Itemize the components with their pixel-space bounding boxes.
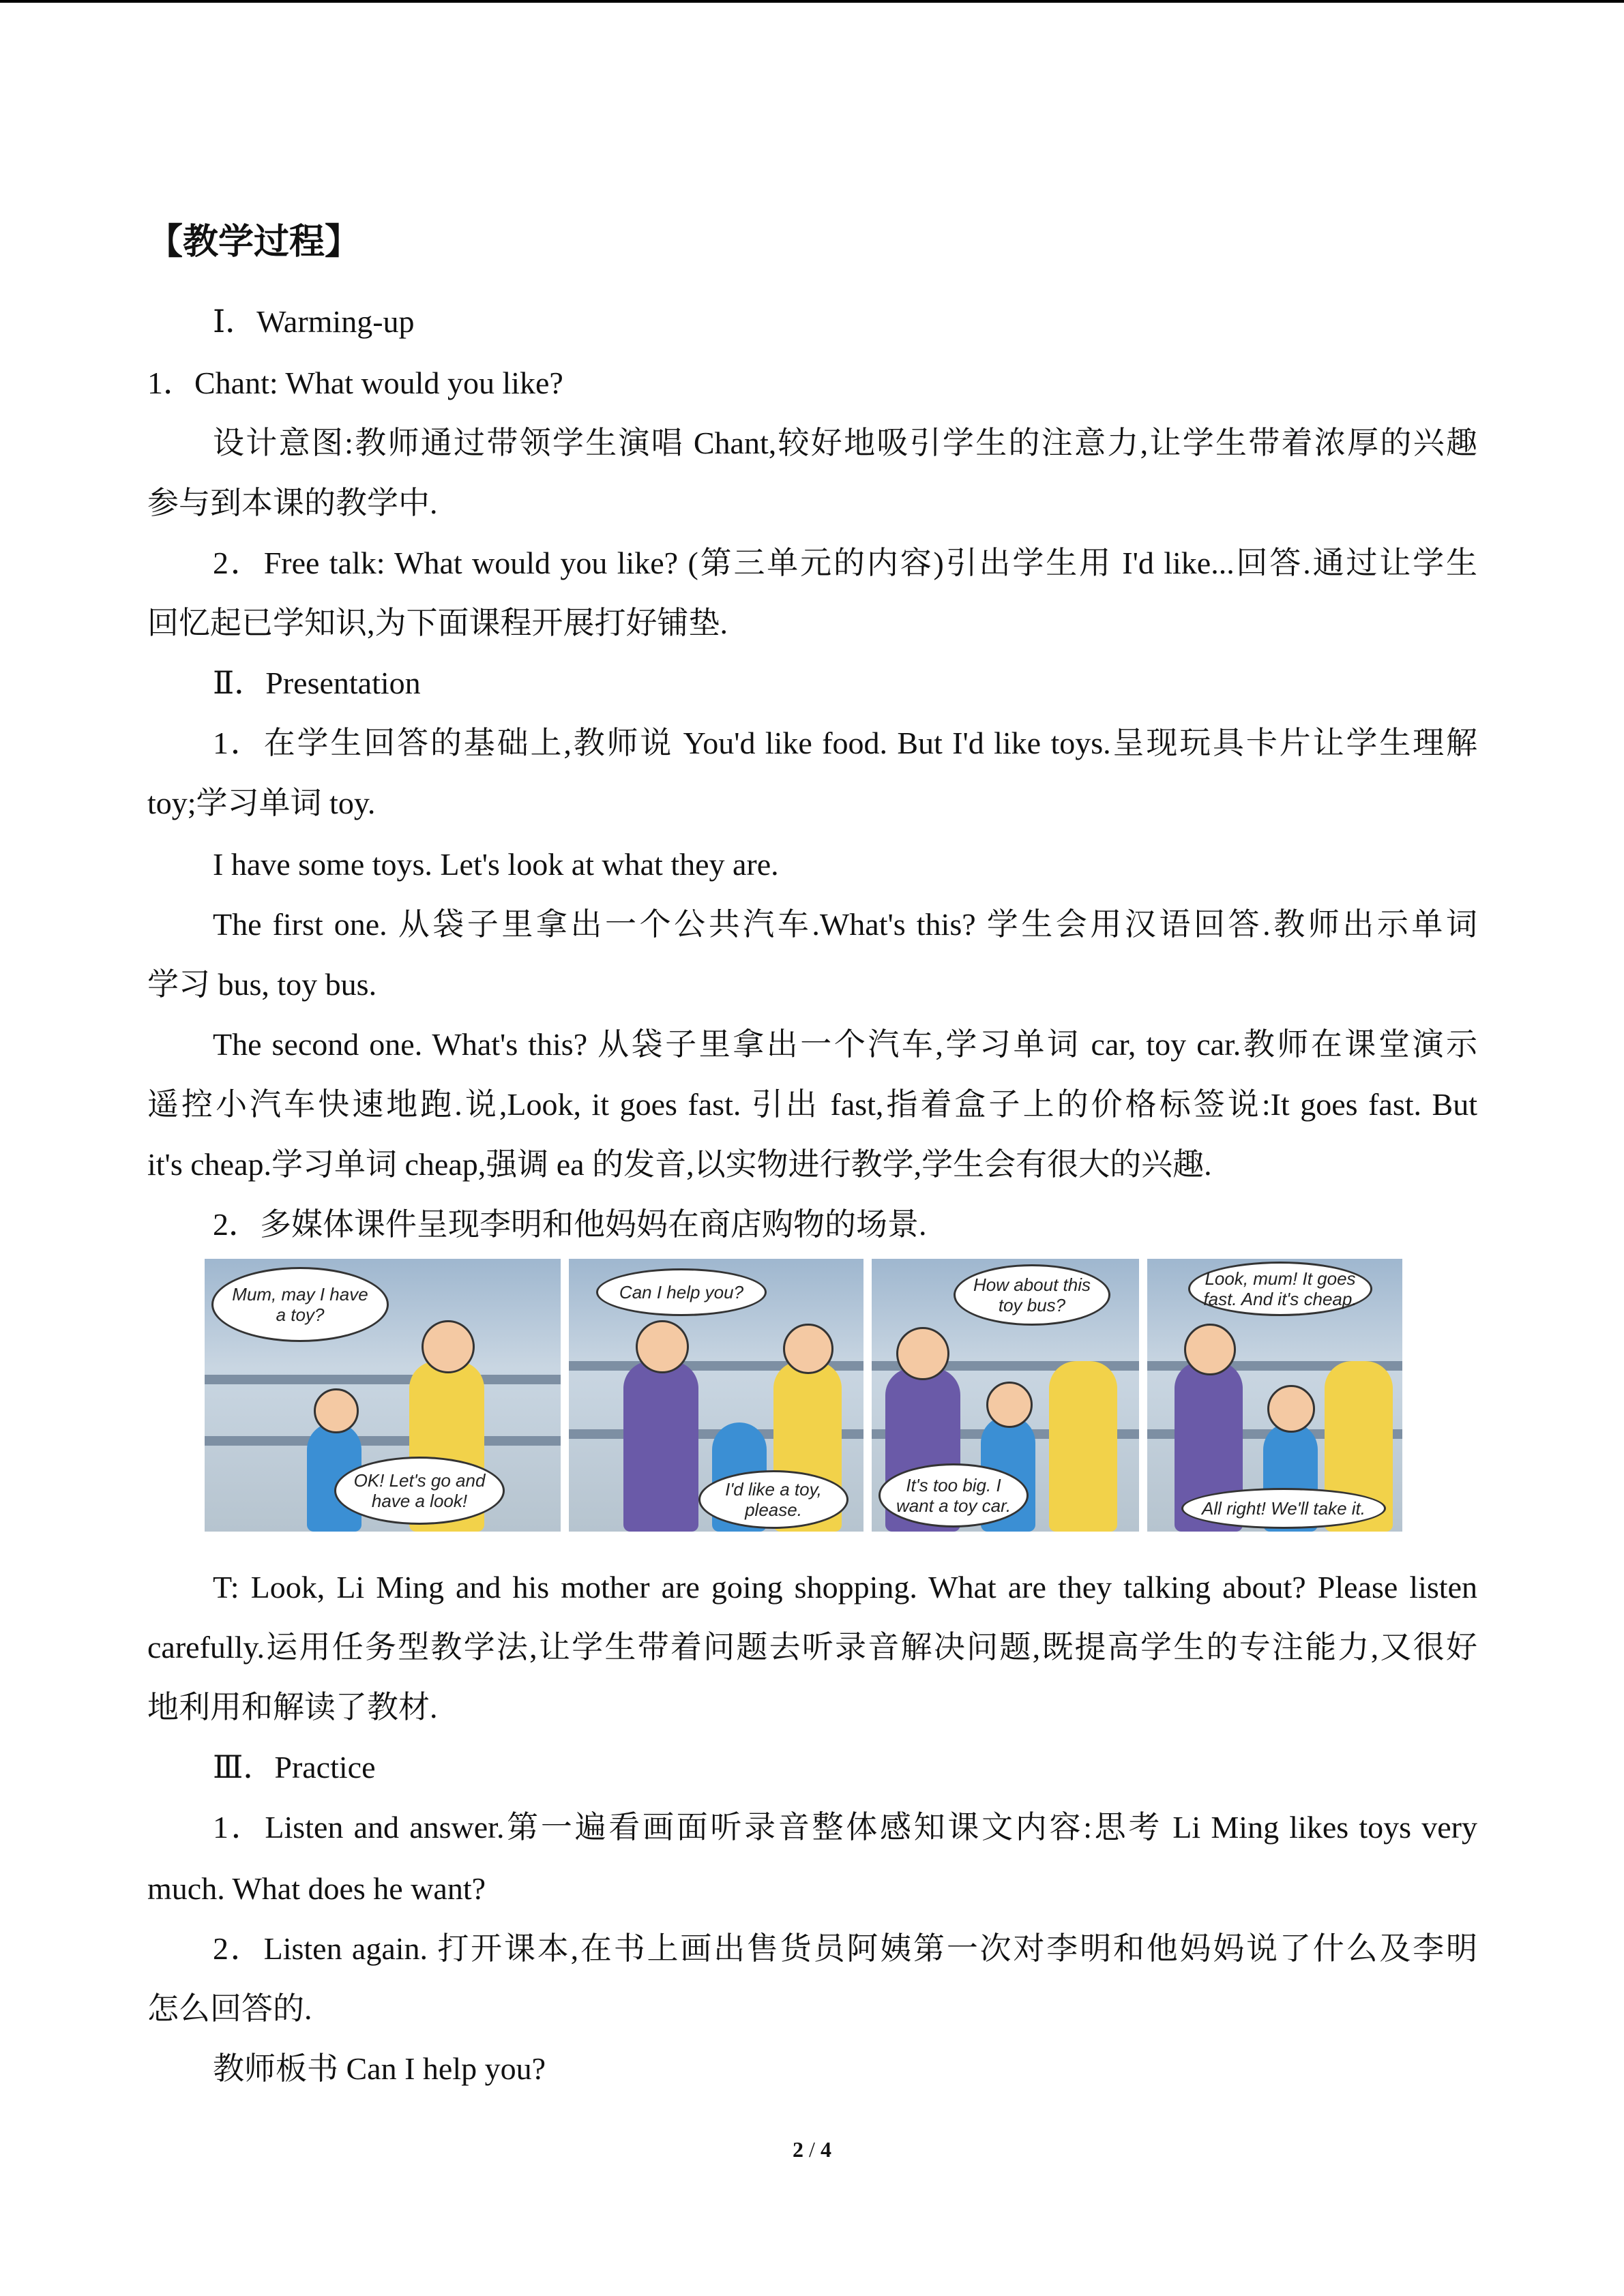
current-page: 2 bbox=[793, 2137, 804, 2162]
presentation-second-line-3: it's cheap.学习单词 cheap,强调 ea 的发音,以实物进行教学,学生会有很大的兴趣. bbox=[147, 1147, 1212, 1182]
speech-bubble: Look, mum! It goes fast. And it's cheap. bbox=[1188, 1262, 1372, 1316]
clerk-head bbox=[896, 1327, 949, 1380]
practice-item-1-line-1: 1．Listen and answer.第一遍看画面听录音整体感知课文内容:思考 Li Ming likes toys very bbox=[213, 1810, 1477, 1845]
presentation-second-line-1: The second one. What's this? 从袋子里拿出一个汽车,学习单词 car, toy car.教师在课堂演示 bbox=[213, 1027, 1477, 1062]
page-separator: / bbox=[803, 2137, 821, 2162]
practice-item-2-line-2: 怎么回答的. bbox=[147, 1991, 312, 2026]
clerk-head bbox=[1184, 1324, 1236, 1375]
mother-figure bbox=[1049, 1361, 1117, 1532]
clerk-figure bbox=[623, 1361, 698, 1532]
practice-item-1-line-2: much. What does he want? bbox=[147, 1871, 486, 1906]
task-line-2: carefully.运用任务型教学法,让学生带着问题去听录音解决问题,既提高学生的专注能力,又很好 bbox=[147, 1630, 1477, 1665]
presentation-item-2: 2．多媒体课件呈现李明和他妈妈在商店购物的场景. bbox=[213, 1207, 927, 1242]
speech-bubble: It's too big. I want a toy car. bbox=[879, 1463, 1029, 1527]
task-line-3: 地利用和解读了教材. bbox=[147, 1690, 438, 1725]
boy-head bbox=[986, 1382, 1033, 1428]
section-practice: Ⅲ．Practice bbox=[213, 1750, 376, 1785]
clerk-head bbox=[636, 1320, 689, 1373]
presentation-first-line-1: The first one. 从袋子里拿出一个公共汽车.What's this? 学生会用汉语回答.教师出示单词 bbox=[213, 907, 1477, 942]
comic-panel-2 bbox=[569, 1259, 863, 1532]
page-number bbox=[0, 2137, 1624, 2162]
warmup-item-2-line-2: 回忆起已学知识,为下面课程开展打好铺垫. bbox=[147, 606, 728, 640]
warmup-item-2-line-1: 2．Free talk: What would you like? (第三单元的内容)引出学生用 I'd like...回答.通过让学生 bbox=[213, 546, 1477, 580]
speech-bubble: All right! We'll take it. bbox=[1181, 1488, 1386, 1529]
presentation-second-line-2: 遥控小汽车快速地跑.说,Look, it goes fast. 引出 fast,指着盒子上的价格标签说:It goes fast. But bbox=[147, 1087, 1477, 1122]
section-heading: 【教学过程】 bbox=[147, 222, 361, 263]
mother-head bbox=[783, 1324, 833, 1374]
task-line-1: T: Look, Li Ming and his mother are going shopping. What are they talking about? Please listen bbox=[213, 1570, 1477, 1605]
presentation-first-line-2: 学习 bus, toy bus. bbox=[147, 967, 377, 1002]
presentation-item-1-line-1: 1．在学生回答的基础上,教师说 You'd like food. But I'd like toys.呈现玩具卡片让学生理解 bbox=[213, 726, 1477, 760]
speech-bubble: Can I help you? bbox=[596, 1268, 767, 1316]
boy-head bbox=[314, 1388, 359, 1433]
speech-bubble: Mum, may I have a toy? bbox=[211, 1267, 389, 1342]
mother-head bbox=[422, 1320, 475, 1373]
shelf bbox=[205, 1436, 561, 1446]
comic-panel-4 bbox=[1147, 1259, 1402, 1532]
warmup-intent-line-2: 参与到本课的教学中. bbox=[147, 486, 438, 520]
top-border bbox=[0, 0, 1624, 3]
comic-panel-3 bbox=[872, 1259, 1139, 1532]
practice-item-3: 教师板书 Can I help you? bbox=[213, 2051, 546, 2086]
section-warmup: Ⅰ．Warming-up bbox=[213, 304, 415, 339]
shelf bbox=[205, 1375, 561, 1384]
warmup-intent-line-1: 设计意图:教师通过带领学生演唱 Chant,较好地吸引学生的注意力,让学生带着浓厚的兴趣 bbox=[213, 426, 1477, 460]
total-pages: 4 bbox=[820, 2137, 831, 2162]
presentation-toys-line: I have some toys. Let's look at what they are. bbox=[213, 847, 779, 882]
speech-bubble: I'd like a toy, please. bbox=[698, 1470, 848, 1529]
warmup-item-1: 1．Chant: What would you like? bbox=[147, 366, 563, 400]
comic-panel-1 bbox=[205, 1259, 561, 1532]
section-presentation: Ⅱ．Presentation bbox=[213, 666, 421, 700]
speech-bubble: OK! Let's go and have a look! bbox=[334, 1457, 505, 1525]
boy-head bbox=[1267, 1385, 1315, 1433]
practice-item-2-line-1: 2．Listen again. 打开课本,在书上画出售货员阿姨第一次对李明和他妈妈说了什么及李明 bbox=[213, 1931, 1477, 1966]
speech-bubble: How about this toy bus? bbox=[954, 1264, 1110, 1326]
presentation-item-1-line-2: toy;学习单词 toy. bbox=[147, 786, 376, 820]
